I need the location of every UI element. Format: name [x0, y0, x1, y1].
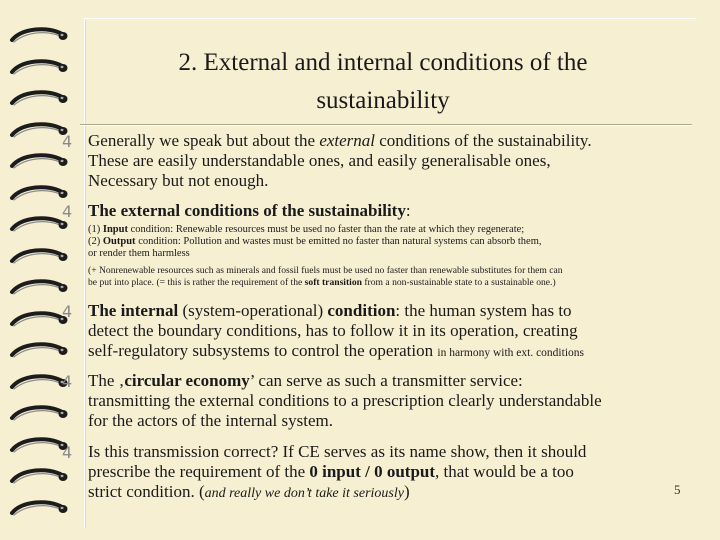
title-divider [80, 124, 692, 125]
title-line-2: sustainability [316, 87, 450, 114]
bullet-1: Generally we speak but about the external conditions of the sustainability. These are easily understandable ones, and easily generalisable ones, Necessary but not enough. [88, 131, 592, 190]
spiral-ring [8, 58, 68, 80]
spiral-ring [8, 404, 68, 426]
bullet-5: Is this transmission correct? If CE serves as its name show, then it should prescribe the requirement of the 0 input / 0 output, that would be a too strict condition. (and really we don’t take it seriously) [88, 442, 587, 501]
spiral-ring [8, 247, 68, 269]
spiral-ring [8, 121, 68, 143]
spiral-ring [8, 278, 68, 300]
bullet-icon: 4 [62, 302, 73, 321]
spiral-ring [8, 467, 68, 489]
bullet-4: The ‚circular economy’ can serve as such a transmitter service: transmitting the external conditions to a prescription clearly understandable for the actors of the internal system. [88, 371, 602, 430]
spiral-ring [8, 26, 68, 48]
spiral-ring [8, 215, 68, 237]
bullet-2-note: (+ Nonrenewable resources such as minerals and fossil fuels must be used no faster than renewable substitutes for them can be put into place. (= this is rather the requirement of the soft transition from a non-sustainable state to a sustainable one.) [88, 265, 563, 288]
bullet-icon: 4 [62, 132, 73, 151]
page-title [96, 44, 670, 120]
spiral-ring [8, 499, 68, 521]
spiral-ring [8, 89, 68, 111]
spiral-ring [8, 184, 68, 206]
spiral-ring [8, 152, 68, 174]
bullet-3: The internal (system-operational) condition: the human system has to detect the boundary conditions, has to follow it in its operation, creating self-regulatory subsystems to control the operation in harmony with ext. conditions [88, 301, 584, 360]
bullet-icon: 4 [62, 443, 73, 462]
bullet-2-detail: (1) Input condition: Renewable resources must be used no faster than the rate at which they regenerate; (2) Output condition: Pollution and wastes must be emitted no faster than natural systems can absorb them, or render them harmless [88, 224, 542, 259]
spiral-ring [8, 373, 68, 395]
bullet-icon: 4 [62, 202, 73, 221]
spiral-ring [8, 310, 68, 332]
bullet-2: The external conditions of the sustainability: [88, 201, 411, 220]
bullet-icon: 4 [62, 372, 73, 391]
spiral-ring [8, 341, 68, 363]
page-frame-top [84, 18, 696, 19]
spiral-ring [8, 436, 68, 458]
page-frame-left [84, 18, 85, 528]
page-number: 5 [674, 482, 681, 497]
title-line-1: 2. External and internal conditions of the [178, 49, 588, 76]
